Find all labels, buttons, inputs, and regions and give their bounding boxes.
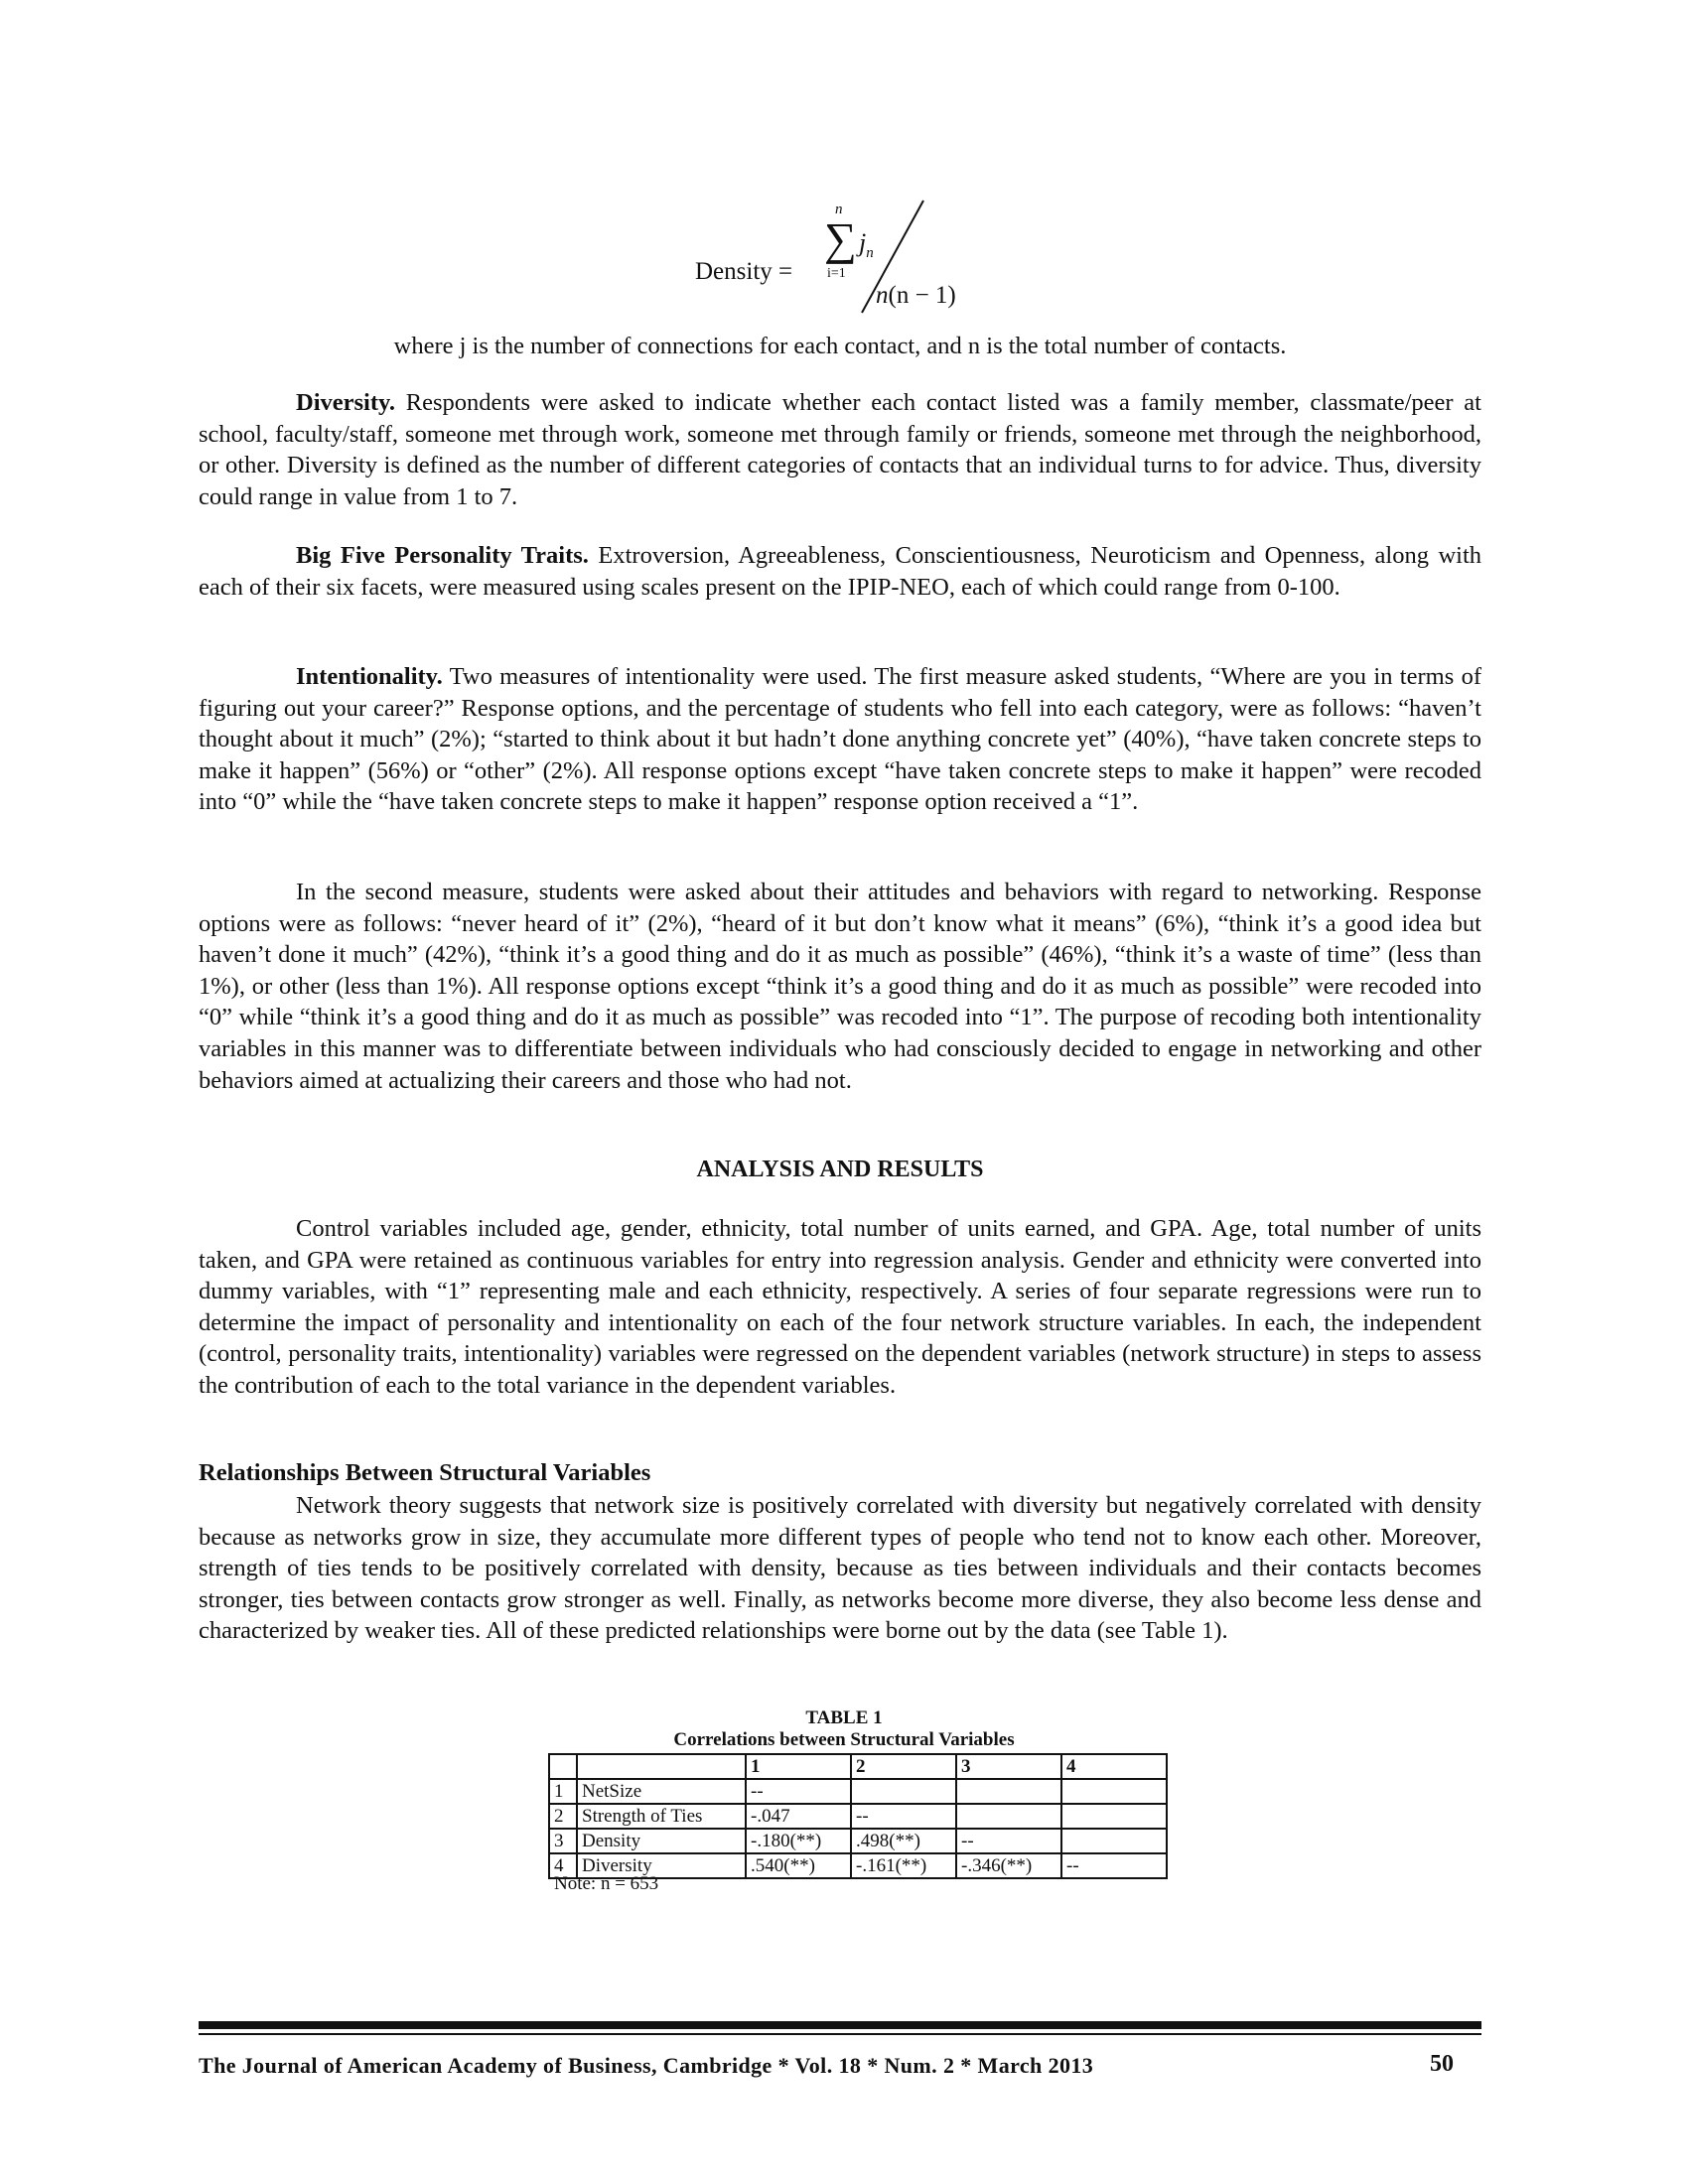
big-five-heading: Big Five Personality Traits. xyxy=(296,542,589,569)
journal-footer: The Journal of American Academy of Business, Cambridge * Vol. 18 * Num. 2 * March 2013 xyxy=(199,2053,1094,2078)
sum-upper-limit: n xyxy=(835,202,843,217)
table-cell xyxy=(956,1779,1061,1804)
table-cell: -- xyxy=(746,1779,851,1804)
header-cell: 3 xyxy=(956,1754,1061,1779)
table-cell: Diversity xyxy=(577,1853,746,1878)
table-row xyxy=(549,1829,1167,1853)
intentionality-text: Two measures of intentionality were used. The first measure asked students, “Where are you in terms of figuring out your career?” Response options, and the percentage of students who fell into each category, were as follows: “haven’t thought about it much” (2%); “started to think about it but hadn’t done anything concrete yet” (40%), “have taken concrete steps to make it happen” (56%) or “other” (2%). All response options except “have taken concrete steps to make it happen” were recoded into “0” while the “have taken concrete steps to make it happen” response option received a “1”. xyxy=(199,663,1481,816)
table-cell: -- xyxy=(851,1804,956,1829)
analysis-paragraph: Control variables included age, gender, ethnicity, total number of units earned, and GPA. Age, total number of units taken, and GPA were retained as continuous variables for entry into regression analysis. Gender and ethnicity were converted into dummy variables, with “1” representing male and each ethnicity, respectively. A series of four separate regressions were run to determine the impact of personality and intentionality on each of the four network structure variables. In each, the independent (control, personality traits, intentionality) variables were regressed on the dependent variables (network structure) in steps to assess the contribution of each to the total variance in the dependent variables. xyxy=(199,1215,1481,1399)
relationships-subtitle: Relationships Between Structural Variables xyxy=(199,1459,651,1486)
analysis-section-title: ANALYSIS AND RESULTS xyxy=(696,1157,984,1182)
header-cell: 2 xyxy=(851,1754,956,1779)
diversity-heading: Diversity. xyxy=(296,389,396,416)
intentionality-paragraph xyxy=(199,661,1481,818)
table-cell: -- xyxy=(1061,1853,1167,1878)
table-cell: .498(**) xyxy=(851,1829,956,1853)
density-formula xyxy=(695,199,1013,318)
table-cell: 4 xyxy=(549,1853,577,1878)
sum-lower-limit: i=1 xyxy=(827,266,846,281)
table-cell: -.346(**) xyxy=(956,1853,1061,1878)
header-cell xyxy=(549,1754,577,1779)
table-cell xyxy=(851,1779,956,1804)
table-row xyxy=(549,1804,1167,1829)
header-cell xyxy=(577,1754,746,1779)
footer-rule-thick xyxy=(199,2021,1481,2029)
table-note: Note: n = 653 xyxy=(554,1873,659,1894)
header-cell: 4 xyxy=(1061,1754,1167,1779)
table-header-row xyxy=(549,1754,1167,1779)
table-cell: 1 xyxy=(549,1779,577,1804)
table-cell: .540(**) xyxy=(746,1853,851,1878)
formula-denominator: n(n − 1) xyxy=(876,282,956,309)
table-cell: -.161(**) xyxy=(851,1853,956,1878)
correlation-table xyxy=(548,1753,1168,1879)
footer-rule-thin xyxy=(199,2033,1481,2035)
table-cell: 3 xyxy=(549,1829,577,1853)
table-cell: Density xyxy=(577,1829,746,1853)
table-row xyxy=(549,1779,1167,1804)
page-number: 50 xyxy=(1430,2051,1454,2077)
second-measure-paragraph: In the second measure, students were asked about their attitudes and behaviors with regard to networking. Response options were as follows: “never heard of it” (2%), “heard of it but don’t know what it means” (6%), “think it’s a good idea but haven’t done it much” (42%), “think it’s a good thing and do it as much as possible” (46%), “think it’s a waste of time” (less than 1%), or other (less than 1%). All response options except “think it’s a good thing and do it as much as possible” were recoded into “0” while “think it’s a good thing and do it as much as possible” was recoded into “1”. The purpose of recoding both intentionality variables in this manner was to differentiate between individuals who had consciously decided to engage in networking and other behaviors aimed at actualizing their careers and those who had not. xyxy=(199,879,1481,1094)
table-label: TABLE 1 xyxy=(805,1707,883,1728)
formula-term: $j_n$ xyxy=(859,228,874,262)
table-cell: NetSize xyxy=(577,1779,746,1804)
table-cell xyxy=(1061,1804,1167,1829)
big-five-text: Extroversion, Agreeableness, Conscientiousness, Neuroticism and Openness, along with each of their six facets, were measured using scales present on the IPIP-NEO, each of which could range from 0-100. xyxy=(199,542,1481,601)
table-caption: Correlations between Structural Variables xyxy=(673,1729,1015,1750)
table-cell xyxy=(1061,1829,1167,1853)
formula-caption: where j is the number of connections for each contact, and n is the total number of contacts. xyxy=(393,333,1287,359)
relationships-paragraph: Network theory suggests that network size is positively correlated with diversity but negatively correlated with density because as networks grow in size, they accumulate more different types of people who tend not to know each other. Moreover, strength of ties tends to be positively correlated with density, because as ties between individuals and their contacts becomes stronger, ties between contacts grow stronger as well. Finally, as networks become more diverse, they also become less dense and characterized by weaker ties. All of these predicted relationships were borne out by the data (see Table 1). xyxy=(199,1492,1481,1645)
formula-lhs: Density = xyxy=(695,258,793,285)
sigma-symbol: ∑ xyxy=(824,213,857,264)
table-cell xyxy=(1061,1779,1167,1804)
table-cell: 2 xyxy=(549,1804,577,1829)
header-cell: 1 xyxy=(746,1754,851,1779)
diversity-paragraph xyxy=(199,387,1481,512)
table-cell: -- xyxy=(956,1829,1061,1853)
table-cell: Strength of Ties xyxy=(577,1804,746,1829)
intentionality-heading: Intentionality. xyxy=(296,663,443,690)
table-cell: -.047 xyxy=(746,1804,851,1829)
big-five-paragraph xyxy=(199,540,1481,603)
diversity-text: Respondents were asked to indicate whether each contact listed was a family member, classmate/peer at school, faculty/staff, someone met through work, someone met through family or friends, someone met through the neighborhood, or other. Diversity is defined as the number of different categories of contacts that an individual turns to for advice. Thus, diversity could range in value from 1 to 7. xyxy=(199,389,1481,510)
table-cell: -.180(**) xyxy=(746,1829,851,1853)
table-cell xyxy=(956,1804,1061,1829)
